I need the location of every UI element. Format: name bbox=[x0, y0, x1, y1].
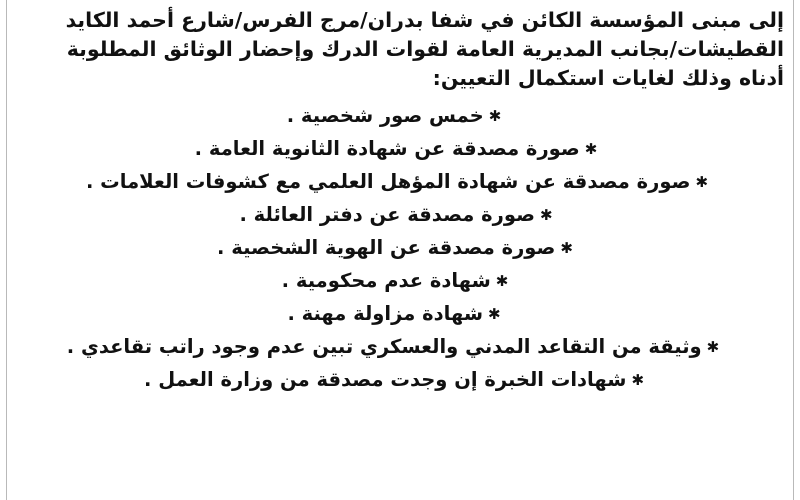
list-item bbox=[12, 132, 780, 165]
list-item-label: خمس صور شخصية . bbox=[286, 104, 484, 128]
intro-line-3: أدناه وذلك لغايات استكمال التعيين: bbox=[432, 66, 784, 91]
asterisk-bullet-icon: ✱ bbox=[631, 371, 645, 390]
asterisk-bullet-icon: ✱ bbox=[695, 173, 709, 192]
list-item bbox=[10, 297, 778, 330]
asterisk-bullet-icon: ✱ bbox=[539, 206, 553, 225]
list-item-label: شهادة مزاولة مهنة . bbox=[287, 302, 483, 326]
list-item-label: صورة مصدقة عن دفتر العائلة . bbox=[239, 203, 535, 227]
document-content bbox=[16, 6, 784, 496]
list-item-label: صورة مصدقة عن شهادة المؤهل العلمي مع كشوفات العلامات . bbox=[85, 170, 691, 194]
list-item bbox=[10, 99, 778, 132]
list-item-label: صورة مصدقة عن الهوية الشخصية . bbox=[217, 236, 556, 260]
asterisk-bullet-icon: ✱ bbox=[584, 140, 598, 159]
intro-line-2: القطيشات/بجانب المديرية العامة لقوات الدرك وإحضار الوثائق المطلوبة bbox=[66, 37, 784, 62]
list-item-label: وثيقة من التقاعد المدني والعسكري تبين عدم وجود راتب تقاعدي . bbox=[66, 335, 702, 359]
list-item-label: شهادة عدم محكومية . bbox=[281, 269, 491, 293]
right-margin-rule bbox=[793, 0, 794, 500]
asterisk-bullet-icon: ✱ bbox=[495, 272, 509, 291]
asterisk-bullet-icon: ✱ bbox=[488, 107, 502, 126]
list-item bbox=[10, 363, 778, 396]
list-item bbox=[11, 231, 779, 264]
asterisk-bullet-icon: ✱ bbox=[560, 239, 573, 258]
intro-paragraph bbox=[16, 6, 784, 93]
list-item-label: صورة مصدقة عن شهادة الثانوية العامة . bbox=[194, 137, 580, 161]
list-item bbox=[9, 330, 777, 363]
list-item bbox=[11, 264, 779, 297]
intro-line-1: إلى مبنى المؤسسة الكائن في شفا بدران/مرج الفرس/شارع أحمد الكايد bbox=[65, 8, 784, 32]
list-item bbox=[12, 198, 780, 231]
list-item bbox=[13, 165, 781, 198]
list-item-label: شهادات الخبرة إن وجدت مصدقة من وزارة العمل . bbox=[144, 368, 627, 392]
left-margin-rule bbox=[6, 0, 7, 500]
requirements-list bbox=[16, 99, 784, 396]
asterisk-bullet-icon: ✱ bbox=[706, 338, 720, 357]
asterisk-bullet-icon: ✱ bbox=[488, 305, 501, 324]
